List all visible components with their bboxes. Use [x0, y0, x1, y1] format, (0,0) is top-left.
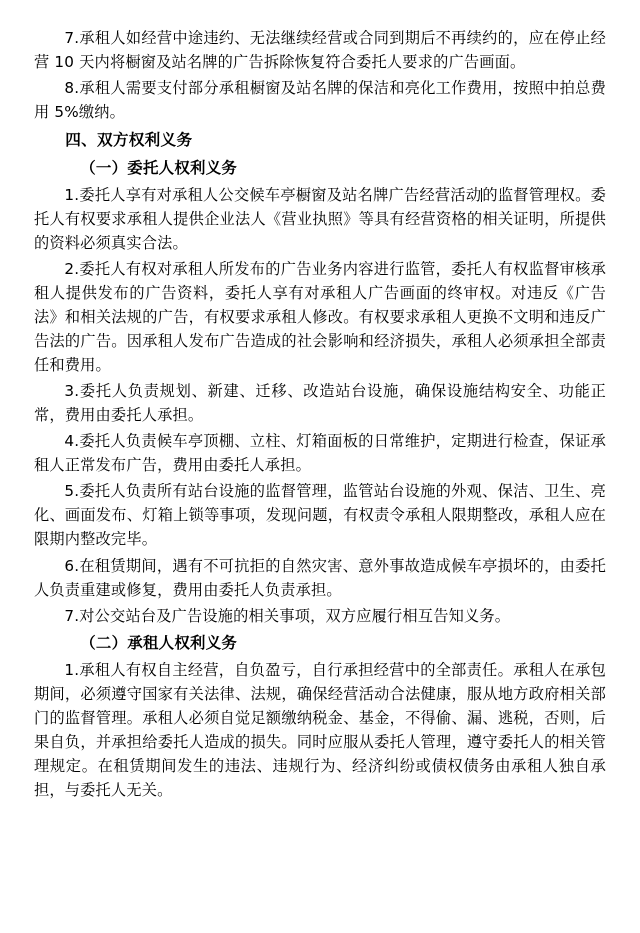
paragraph-b-1: 1.承租人有权自主经营，自负盈亏，自行承担经营中的全部责任。承租人在承包期间，必须遵守国家有关法律、法规，确保经营活动合法健康，服从地方政府相关部门的监督管理。承租人必须自觉足额缴纳税金、基金，不得偷、漏、逃税，否则，后果自负，并承担给委托人造成的损失。同时应服从委托人管理，遵守委托人的相关管理规定。在租赁期间发生的违法、违规行为、经济纠纷或债权债务由承租人独自承担，与委托人无关。	[34, 660, 606, 799]
paragraph-a-1	[34, 183, 606, 255]
section-heading: 四、双方权利义务	[65, 131, 193, 150]
subsection-a-heading: （一）委托人权利义务	[80, 159, 238, 178]
paragraph-a-5: 5.委托人负责所有站台设施的监督管理，监管站台设施的外观、保洁、卫生、亮化、画面发布、灯箱上锁等事项，发现问题，有权责令承租人限期整改，承租人应在限期内整改完毕。	[34, 482, 606, 549]
paragraph-a-2: 2.委托人有权对承租人所发布的广告业务内容进行监管，委托人有权监督审核承租人提供发布的广告资料，委托人享有对承租人广告画面的终审权。对违反《广告法》和相关法规的广告，有权要求承租人修改。有权要求承租人更换不文明和违反广告法的广告。因承租人发布广告造成的社会影响和经济损失，承租人必须承担全部责任和费用。	[34, 260, 606, 375]
paragraph-a-1-part2: 的监督管理权。委托人有权要求承租人提供企业法人《营业执照》等具有经营资格的相关证明，所提供的资料必须真实合法。	[34, 186, 606, 253]
paragraph-a-6: 6.在租赁期间，遇有不可抗拒的自然灾害、意外事故造成候车亭损坏的，由委托人负责重建或修复，费用由委托人负责承担。	[34, 556, 606, 599]
paragraph-clause-7: 7.承租人如经营中途违约、无法继续经营或合同到期后不再续约的，应在停止经营 10 天内将橱窗及站名牌的广告拆除恢复符合委托人要求的广告画面。	[34, 29, 606, 72]
paragraph-a-7: 7.对公交站台及广告设施的相关事项，双方应履行相互告知义务。	[64, 606, 511, 625]
paragraph-clause-8: 8.承租人需要支付部分承租橱窗及站名牌的保洁和亮化工作费用，按照中拍总费用 5%缴纳。	[34, 79, 606, 122]
paragraph-a-1-part1: 1.委托人享有对承租人公交候车亭橱窗及站名牌广告经营活动	[64, 186, 482, 205]
subsection-b-heading: （二）承租人权利义务	[80, 633, 238, 652]
paragraph-a-3: 3.委托人负责规划、新建、迁移、改造站台设施，确保设施结构安全、功能正常，费用由委托人承担。	[34, 382, 606, 425]
paragraph-a-4: 4.委托人负责候车亭顶棚、立柱、灯箱面板的日常维护，定期进行检查，保证承租人正常发布广告，费用由委托人承担。	[34, 432, 606, 475]
